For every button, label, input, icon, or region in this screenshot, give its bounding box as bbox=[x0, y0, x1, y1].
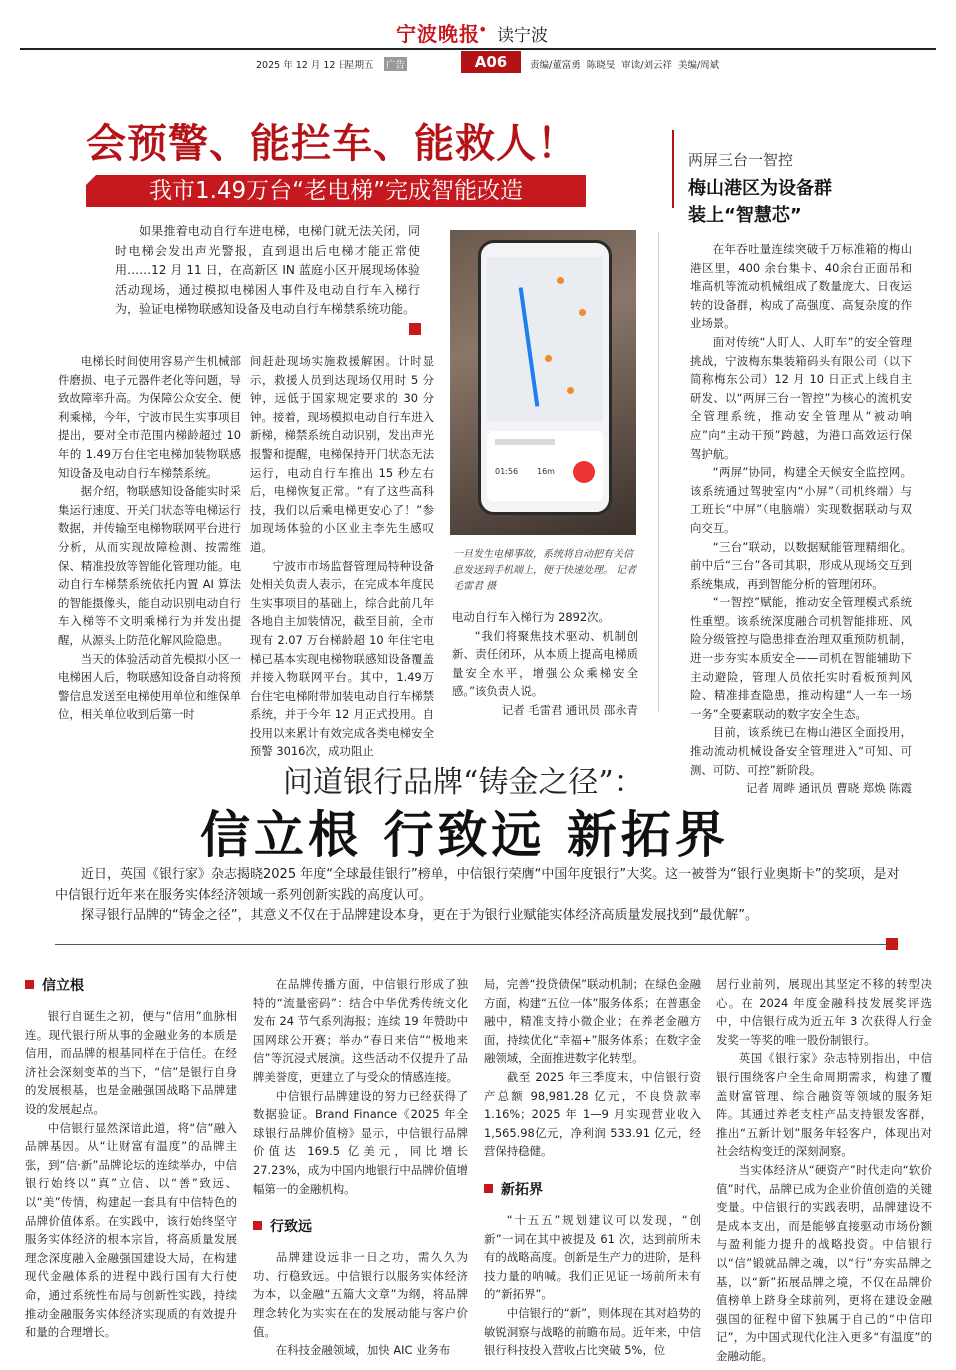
side-para: “三台”联动，以数据赋能管理精细化。前中后“三台”各司其职，形成从现场交互到系统集成，再到智能分析的管理闭环。 bbox=[690, 539, 912, 591]
bank-separator bbox=[55, 944, 891, 945]
lead-end-marker bbox=[409, 323, 421, 335]
bank-para: 截至 2025 年三季度末，中信银行资产总额 98,981.28 亿元，不良贷款率 1.16%；2025 年 1—9 月实现营业收入 1,565.98亿元，净利润 533.91 亿元，经营保持稳健。 bbox=[484, 1069, 701, 1159]
main-col2-para: 宁波市市场监督管理局特种设备处相关负责人表示，在完成本年度民生实事项目的基础上，综合此前几年各地自主加装情况，截至目前，全市现有 2.07 万台梯龄超 10 年住宅电梯已基本实现电梯物联感知设备覆盖并接入物联网平台。其中，1.49万台住宅电梯附带加装电动自行车梯禁系统，并于今年 12 月正式投用。自投用以来累计有效完成各类电梯安全预警 3016次，成功阻止 bbox=[250, 558, 434, 759]
main-byline: 记者 毛雷君 通讯员 邵永青 bbox=[501, 702, 638, 717]
section-heading-xintuojie bbox=[484, 1179, 701, 1199]
bank-col-4 bbox=[716, 975, 932, 1365]
subhead-corner bbox=[86, 175, 96, 185]
side-title-line2: 装上“智慧芯” bbox=[688, 205, 802, 226]
map-pin bbox=[567, 387, 574, 394]
photo-caption: 一旦发生电梯事故，系统将自动把有关信息发送到手机端上，便于快速处理。 记者 毛雷君 摄 bbox=[453, 549, 637, 592]
bank-para: 品牌建设远非一日之功，需久久为功、行稳致远。中信银行以服务实体经济为本，以金融“五篇大文章”为纲，将品牌理念转化为实实在在的发展动能与客户价值。 bbox=[253, 1250, 468, 1339]
ad-tag: 广告 bbox=[384, 57, 407, 71]
section-marker bbox=[253, 1221, 262, 1230]
side-para: “两屏”协同，构建全天候安全监控网。该系统通过驾驶室内“小屏”（司机终端）与工班长“中屏”（电脑端）实现数据联动与双向交互。 bbox=[690, 465, 912, 535]
bank-col3-body-b bbox=[484, 1211, 701, 1360]
bank-intro-para: 探寻银行品牌的“铸金之径”，其意义不仅在于品牌建设本身，更在于为银行业赋能实体经济高质量发展找到“最优解”。 bbox=[81, 908, 758, 923]
bank-para: 当实体经济从“硬资产”时代走向“软价值”时代，品牌已成为企业价值创造的关键变量。中信银行的实践表明，品牌建设不是成本支出，而是能够直接驱动市场份额与盈利能力提升的战略投资。中信银行以“信”锻就品牌之魂，以“行”夯实品牌之基，以“新”拓展品牌之境，不仅在品牌价值榜单上跻身全球前列，更将在建设金融强国的征程中留下独属于自己的“中信印记”，为中国式现代化注入更多“有温度”的金融动能。 bbox=[716, 1162, 932, 1363]
bank-col-2 bbox=[253, 975, 468, 1360]
map-pin bbox=[557, 277, 564, 284]
main-col3-para: “我们将聚焦技术驱动、机制创新、责任闭环，从本质上提高电梯质量安全水平，增强公众乘梯安全感。”该负责人说。 bbox=[452, 628, 638, 699]
bank-para: 在科技金融领域，加快 AIC 业务布 bbox=[275, 1343, 451, 1358]
map-pin bbox=[579, 309, 586, 316]
issue-date: 2025 年 12 月 12 日 bbox=[256, 60, 348, 71]
alert-title-bar bbox=[495, 439, 555, 445]
page-number: A06 bbox=[461, 51, 521, 73]
bank-para: “十五五”规划建议可以发现，“创新”一词在其中被提及 61 次，达到前所未有的战略高度。创新是生产力的进阶，是科技力量的呐喊。我们正见证一场前所未有的“新拓界”。 bbox=[484, 1212, 701, 1302]
side-para: 面对传统“人盯人、人盯车”的安全管理挑战，宁波梅东集装箱码头有限公司（以下简称梅东公司）12 月 10 日正式上线自主研发、以“两屏三台一智控”为核心的流机安全管理系统，推动安全管理从“被动响应”向“主动干预”跨越，为港口高效运行保驾护航。 bbox=[690, 334, 912, 461]
bank-para: 银行自诞生之初，便与“信用”血脉相连。现代银行所从事的金融业务的本质是信用，而品牌的根基同样在于信任。在经济社会深刻变革的当下，“信”是银行自身的发展根基，也是金融强国战略下品牌建设的发展起点。 bbox=[25, 1009, 237, 1116]
bank-col2-body bbox=[253, 975, 468, 1198]
newspaper-logo: 宁波晚报 bbox=[396, 22, 480, 46]
bank-col-1 bbox=[25, 975, 237, 1342]
bank-col4-body bbox=[716, 975, 932, 1365]
bank-para: 在品牌传播方面，中信银行形成了独特的“流量密码”：结合中华优秀传统文化发布 24 节气系列海报；连续 19 年赞助中国网球公开赛；举办“春日来信”“极地来信”等沉浸式展演。这些活动不仅提升了品牌美誉度，更建立了与受众的情感连接。 bbox=[253, 977, 468, 1084]
map-view bbox=[487, 257, 603, 422]
lead-paragraph: 如果推着电动自行车进电梯，电梯门就无法关闭，同时电梯会发出声光警报，直到退出后电梯才能正常使用……12 月 11 日，在高新区 IN 蓝庭小区开展现场体验活动现场，通过模拟电梯困人事件及电动自行车入梯行为，验证电梯物联感知设备及电动自行车梯禁系统功能。 bbox=[115, 224, 420, 316]
column-rule bbox=[658, 232, 659, 712]
alert-distance: 16m bbox=[537, 467, 555, 476]
side-para: 目前，该系统已在梅山港区全面投用，推动流动机械设备安全管理进入“可知、可测、可防、可控”新阶段。 bbox=[690, 725, 912, 777]
header-rule bbox=[20, 48, 936, 50]
side-byline: 记者 周晔 通讯员 曹晓 郑焕 陈霞 bbox=[745, 781, 912, 796]
map-pin bbox=[545, 355, 552, 362]
main-col1-para: 电梯长时间使用容易产生机械部件磨损、电子元器件老化等问题，导致故障率升高。为保障公众安全、便利乘梯，今年，宁波市民生实事项目提出，要对全市范围内梯龄超过 10年的 1.49万台住宅电梯加装物联感知设备及电动自行车梯禁系统。 bbox=[58, 354, 241, 480]
side-para: “一智控”赋能，推动安全管理模式系统性重塑。该系统深度融合司机智能排班、风险分级管控与隐患排查治理双重预防机制，进一步夯实本质安全——司机在智能辅助下主动避险，管理人员依托实时看板预判风险、精准排查隐患，推动构建“人一车一场一务”全要素联动的数字安全生态。 bbox=[690, 595, 912, 721]
phone-screen bbox=[478, 240, 612, 515]
bank-para: 中信银行品牌建设的努力已经获得了数据验证。Brand Finance《2025 年全球银行品牌价值榜》显示，中信银行品牌价值达 169.5 亿美元，同比增长 27.23%，成为中国内地银行中品牌价值增幅第一的金融机构。 bbox=[253, 1088, 468, 1196]
bank-headline: 信立根 行致远 新拓界 bbox=[200, 805, 729, 864]
main-lead bbox=[115, 222, 420, 320]
alert-card bbox=[487, 431, 603, 501]
alert-time: 01:56 bbox=[495, 467, 519, 476]
bank-kicker: 问道银行品牌“铸金之径”： bbox=[283, 765, 644, 800]
issue-weekday: 星期五 bbox=[345, 60, 374, 71]
route-line bbox=[519, 287, 540, 406]
bank-intro-para: 近日，英国《银行家》杂志揭晓2025 年度“全球最佳银行”榜单，中信银行荣膺“中国年度银行”大奖。这一被誉为“银行业奥斯卡”的奖项，是对中信银行近年来在服务实体经济领域一系列创新实践的高度认可。 bbox=[55, 867, 900, 903]
editor-credits: 责编/董富勇 陈晓旻 审读/刘云祥 美编/周斌 bbox=[530, 60, 720, 71]
side-title-line1: 梅山港区为设备群 bbox=[688, 178, 832, 199]
bank-para: 中信银行的“新”，则体现在其对趋势的敏锐洞察与战略的前瞻布局。近年来，中信银行科技投入营收占比突破 5%，位 bbox=[484, 1305, 701, 1358]
bank-col1-body bbox=[25, 1007, 237, 1342]
side-body bbox=[690, 240, 912, 798]
section-name: 读宁波 bbox=[497, 26, 548, 46]
side-subtitle: 两屏三台一智控 bbox=[688, 151, 794, 169]
bank-col2-body-b bbox=[253, 1248, 468, 1360]
section-title: 新拓界 bbox=[501, 1181, 543, 1198]
main-subhead: 我市1.49万台“老电梯”完成智能改造 bbox=[86, 175, 586, 207]
section-title: 行致远 bbox=[270, 1219, 312, 1236]
main-col3-para: 电动自行车入梯行为 2892次。 bbox=[452, 610, 610, 624]
bank-para: 局，完善“投贷债保”联动机制；在绿色金融方面，构建“五位一体”服务体系；在普惠金融中，精准支持小微企业；在养老金融方面，持续优化“幸福+”服务体系；在数字金融领域，全面推进数字化转型。 bbox=[484, 977, 701, 1066]
main-col-3 bbox=[452, 608, 638, 720]
main-col-2 bbox=[250, 352, 434, 761]
main-col2-para: 间赶赴现场实施救援解困。计时显示，救援人员到达现场仅用时 5 分钟，远低于国家规定要求的 30 分钟。接着，现场模拟电动自行车进入新梯，梯禁系统自动识别，发出声光报警和提醒，电梯保持开门状态无法运行，电动自行车推出 15 秒左右后，电梯恢复正常。“有了这些高科技，我们以后乘电梯更安心了！”参加现场体验的小区业主李先生感叹道。 bbox=[250, 354, 434, 554]
main-col1-para: 据介绍，物联感知设备能实时采集运行速度、开关门状态等电梯运行数据，并传输至电梯物联网平台进行分析，从而实现故障检测、按需维保、精准投放等智能化管理功能。电动自行车梯禁系统依托内置 AI 算法的智能摄像头，能自动识别电动自行车入梯等不文明乘梯行为并发出提醒，从源头上防范化解风险隐患。 bbox=[58, 484, 241, 647]
bank-intro bbox=[55, 865, 905, 927]
side-para: 在年吞吐量连续突破千万标准箱的梅山港区里，400 余台集卡、40余台正面吊和堆高机等流动机械组成了数量庞大、日夜运转的设备群，构成了高强度、高复杂度的作业场景。 bbox=[690, 242, 912, 331]
alert-call-icon bbox=[573, 461, 595, 483]
side-accent-bar bbox=[672, 130, 674, 208]
logo-dot: • bbox=[478, 20, 488, 39]
section-title: 信立根 bbox=[42, 978, 84, 994]
main-col1-para: 当天的体验活动首先模拟小区一电梯困人后，物联感知设备自动将预警信息发送至电梯使用单位和维保单位，相关单位收到后第一时 bbox=[58, 651, 241, 722]
bank-col3-body bbox=[484, 975, 701, 1161]
section-heading-xinligen bbox=[25, 975, 237, 995]
main-col-1 bbox=[58, 352, 241, 724]
bank-separator-marker bbox=[886, 938, 898, 950]
bank-col-3 bbox=[484, 975, 701, 1360]
main-headline: 会预警、能拦车、能救人！ bbox=[86, 121, 578, 167]
section-heading-xingzhiyuan bbox=[253, 1216, 468, 1236]
bank-para: 英国《银行家》杂志特别指出，中信银行围绕客户全生命周期需求，构建了覆盖财富管理、综合融资等领域的服务矩阵。其通过养老支柱产品支持银发客群，推出“五新计划”服务年轻客户，体现出对社会结构变迁的深刻洞察。 bbox=[716, 1051, 932, 1159]
section-marker bbox=[25, 980, 34, 989]
bank-para: 居行业前列，展现出其坚定不移的转型决心。在 2024 年度金融科技发展奖评选中，中信银行成为近五年 3 次获得人行金发奖一等奖的唯一股份制银行。 bbox=[716, 977, 932, 1047]
bank-para: 中信银行显然深谙此道，将“信”融入品牌基因。从“让财富有温度”的品牌主张，到“信·新”品牌论坛的连续举办，中信银行始终以“真”立信、以“善”致远、以“美”传情，构建起一套具有中信特色的品牌价值体系。在实践中，该行始终坚守服务实体经济的根本宗旨，将高质量发展理念深度融入金融强国建设大局，在构建现代金融体系的进程中践行国有大行使命，通过系统性布局与创新性实践，持续推动金融服务实体经济实现质的有效提升和量的合理增长。 bbox=[25, 1120, 237, 1340]
section-marker bbox=[484, 1184, 493, 1193]
